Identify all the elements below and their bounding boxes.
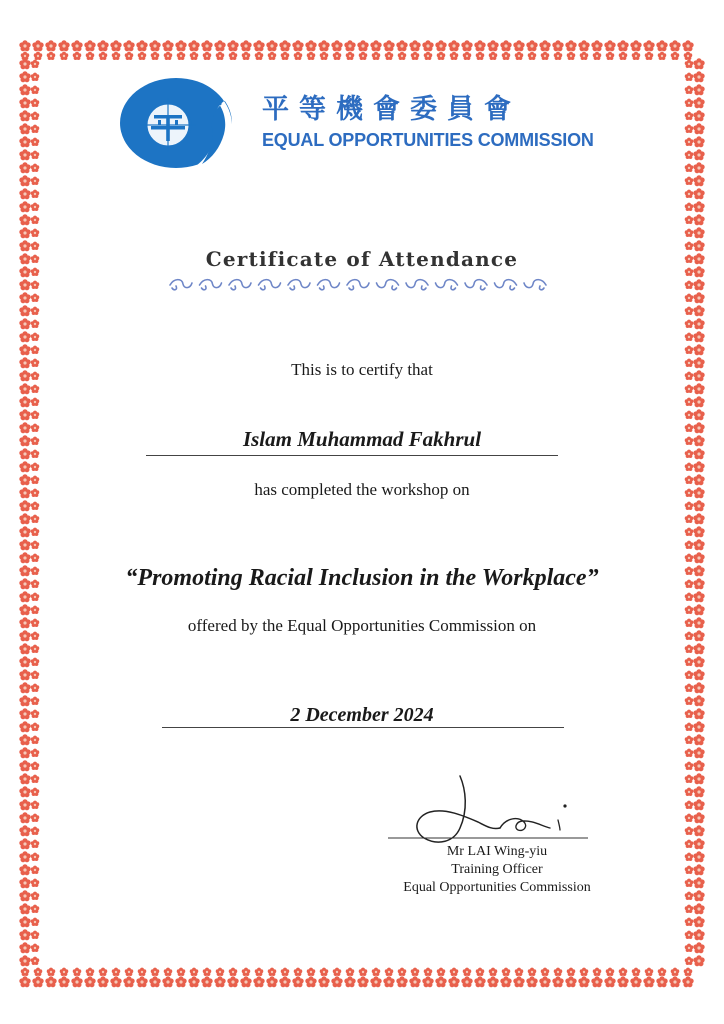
certify-line: This is to certify that [291,360,433,379]
recipient-rule [146,455,558,456]
workshop-title: “Promoting Racial Inclusion in the Workplace” [125,565,599,591]
flourish-divider-icon [160,276,564,292]
signer-name: Mr LAI Wing-yiu [446,844,548,859]
signer-block [372,843,622,897]
date-rule [162,727,564,728]
certificate-title: Certificate of Attendance [205,247,519,271]
signer-role: Training Officer [451,862,543,877]
org-name-chinese: 平等機會委員會 [262,94,521,125]
completed-line: has completed the workshop on [254,480,470,499]
signer-organization: Equal Opportunities Commission [403,880,591,895]
org-name-english: EQUAL OPPORTUNITIES COMMISSION [262,130,594,150]
eoc-logo-icon [118,74,246,170]
offered-line: offered by the Equal Opportunities Commission on [187,616,537,635]
handwritten-signature [388,768,588,854]
workshop-date: 2 December 2024 [290,704,434,726]
recipient-name: Islam Muhammad Fakhrul [242,427,482,451]
